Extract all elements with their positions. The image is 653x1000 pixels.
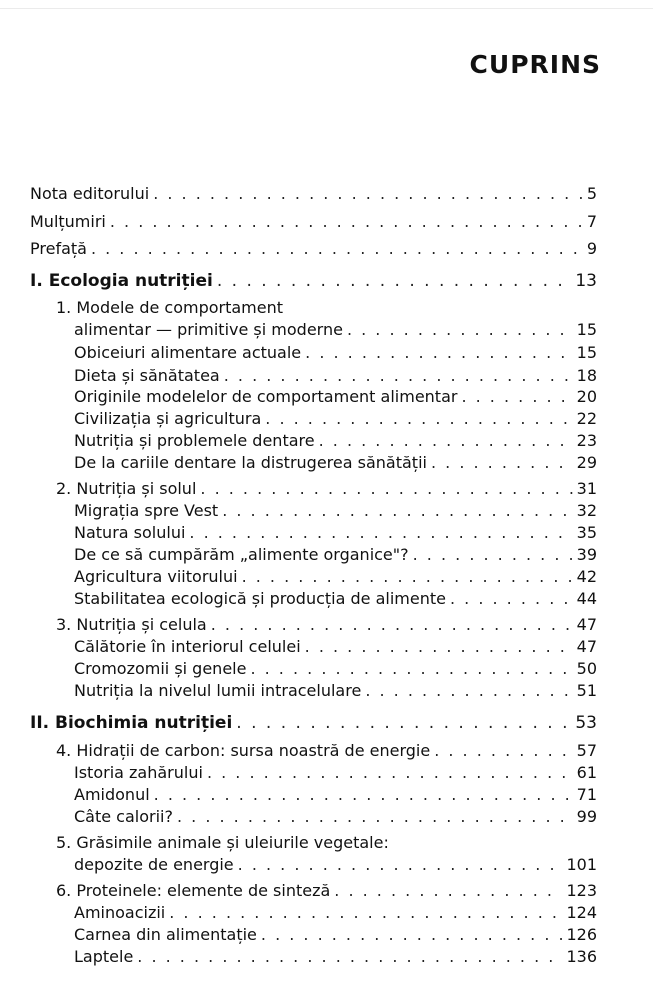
entry-page: 15 xyxy=(576,343,597,362)
dot-leader xyxy=(413,544,573,566)
dot-leader xyxy=(265,408,572,430)
entry-title: Civilizația și agricultura xyxy=(74,409,262,428)
entry-page: 18 xyxy=(576,366,597,385)
entry-page: 99 xyxy=(576,807,597,826)
toc-entry xyxy=(74,430,597,452)
toc-entry xyxy=(74,588,597,610)
toc-entry xyxy=(56,880,597,902)
entry-page: 51 xyxy=(576,681,597,700)
entry-title: Natura solului xyxy=(74,523,186,542)
toc-entry xyxy=(30,238,597,260)
entry-page: 42 xyxy=(576,567,597,586)
toc-entry xyxy=(74,902,597,924)
entry-page: 32 xyxy=(576,501,597,520)
entry-title: Dieta și sănătatea xyxy=(74,366,220,385)
dot-leader xyxy=(242,566,573,588)
entry-title: Stabilitatea ecologică și producția de alimente xyxy=(74,589,446,608)
entry-title: alimentar — primitive și moderne xyxy=(74,320,343,339)
entry-title: Laptele xyxy=(74,947,134,966)
toc-entry xyxy=(74,924,597,946)
entry-title: 2. Nutriția și solul xyxy=(56,479,197,498)
dot-leader xyxy=(177,806,573,828)
entry-page: 101 xyxy=(566,855,597,874)
dot-leader xyxy=(236,712,571,734)
entry-title: Nutriția și problemele dentare xyxy=(74,431,315,450)
toc-part-entry xyxy=(30,712,597,734)
dot-leader xyxy=(261,924,563,946)
dot-leader xyxy=(189,522,572,544)
entry-title: I. Ecologia nutriției xyxy=(30,271,213,291)
entry-title: Prefață xyxy=(30,239,87,258)
dot-leader xyxy=(305,342,573,364)
toc-entry xyxy=(56,614,597,636)
dot-leader xyxy=(224,365,573,387)
entry-title: Câte calorii? xyxy=(74,807,173,826)
toc-entry xyxy=(74,806,597,828)
toc-entry xyxy=(30,183,597,205)
toc-entry xyxy=(74,784,597,806)
toc-entry xyxy=(74,946,597,968)
dot-leader xyxy=(250,658,572,680)
dot-leader xyxy=(211,614,573,636)
entry-title: Carnea din alimentație xyxy=(74,925,257,944)
toc-part-entry xyxy=(30,270,597,292)
toc-entry xyxy=(74,854,597,876)
entry-title: Istoria zahărului xyxy=(74,763,203,782)
entry-title-line1: 5. Grăsimile animale și uleiurile vegetale: xyxy=(56,833,389,852)
entry-page: 53 xyxy=(575,713,597,733)
entry-title: Nota editorului xyxy=(30,184,150,203)
dot-leader xyxy=(153,183,583,205)
entry-title: Originile modelelor de comportament alimentar xyxy=(74,387,458,406)
toc-entry xyxy=(74,365,597,387)
dot-leader xyxy=(450,588,573,610)
entry-page: 126 xyxy=(566,925,597,944)
entry-page: 5 xyxy=(586,184,597,203)
toc-entry xyxy=(74,762,597,784)
entry-title: Nutriția la nivelul lumii intracelulare xyxy=(74,681,362,700)
entry-title: Migrația spre Vest xyxy=(74,501,219,520)
entry-page: 124 xyxy=(566,903,597,922)
entry-title: Agricultura viitorului xyxy=(74,567,238,586)
toc-entry xyxy=(74,319,597,341)
entry-page: 9 xyxy=(586,239,597,258)
entry-title: 4. Hidrații de carbon: sursa noastră de energie xyxy=(56,741,431,760)
dot-leader xyxy=(110,211,583,233)
entry-page: 136 xyxy=(566,947,597,966)
dot-leader xyxy=(334,880,562,902)
dot-leader xyxy=(154,784,573,806)
entry-page: 13 xyxy=(575,271,597,291)
dot-leader xyxy=(91,238,583,260)
dot-leader xyxy=(137,946,562,968)
entry-title: II. Biochimia nutriției xyxy=(30,713,233,733)
entry-page: 47 xyxy=(576,637,597,656)
entry-title: Mulțumiri xyxy=(30,212,106,231)
entry-title: Obiceiuri alimentare actuale xyxy=(74,343,302,362)
toc-entry xyxy=(74,680,597,702)
toc-entry xyxy=(74,522,597,544)
dot-leader xyxy=(365,680,572,702)
toc-entry xyxy=(74,452,597,474)
toc-entry xyxy=(74,544,597,566)
toc-entry xyxy=(74,500,597,522)
entry-page: 39 xyxy=(576,545,597,564)
dot-leader xyxy=(431,452,573,474)
entry-title-line1: 1. Modele de comportament xyxy=(56,298,284,317)
toc-entry xyxy=(56,740,597,762)
toc-entry xyxy=(74,636,597,658)
entry-page: 20 xyxy=(576,387,597,406)
dot-leader xyxy=(305,636,573,658)
entry-page: 44 xyxy=(576,589,597,608)
dot-leader xyxy=(222,500,572,522)
entry-page: 71 xyxy=(576,785,597,804)
entry-page: 29 xyxy=(576,453,597,472)
entry-title: Aminoacizii xyxy=(74,903,166,922)
dot-leader xyxy=(169,902,562,924)
toc-entry xyxy=(56,478,597,500)
dot-leader xyxy=(217,270,572,292)
entry-title: Cromozomii și genele xyxy=(74,659,247,678)
toc-entry xyxy=(74,342,597,364)
entry-page: 47 xyxy=(576,615,597,634)
dot-leader xyxy=(347,319,573,341)
entry-title: De ce să cumpărăm „alimente organice"? xyxy=(74,545,409,564)
toc-entry xyxy=(74,658,597,680)
toc-entry xyxy=(74,386,597,408)
dot-leader xyxy=(200,478,572,500)
dot-leader xyxy=(238,854,563,876)
entry-page: 57 xyxy=(576,741,597,760)
entry-title: 6. Proteinele: elemente de sinteză xyxy=(56,881,331,900)
entry-title: 3. Nutriția și celula xyxy=(56,615,207,634)
dot-leader xyxy=(461,386,572,408)
page-title: CUPRINS xyxy=(469,50,601,79)
entry-page: 7 xyxy=(586,212,597,231)
entry-page: 31 xyxy=(576,479,597,498)
entry-title: Călătorie în interiorul celulei xyxy=(74,637,301,656)
entry-page: 123 xyxy=(566,881,597,900)
entry-page: 23 xyxy=(576,431,597,450)
entry-title: depozite de energie xyxy=(74,855,234,874)
entry-page: 22 xyxy=(576,409,597,428)
dot-leader xyxy=(207,762,573,784)
entry-title: De la cariile dentare la distrugerea sănătății xyxy=(74,453,427,472)
entry-page: 50 xyxy=(576,659,597,678)
toc-entry xyxy=(30,211,597,233)
toc-entry xyxy=(74,408,597,430)
entry-page: 61 xyxy=(576,763,597,782)
dot-leader xyxy=(434,740,572,762)
entry-page: 35 xyxy=(576,523,597,542)
entry-title: Amidonul xyxy=(74,785,150,804)
dot-leader xyxy=(319,430,573,452)
toc-entry xyxy=(74,566,597,588)
entry-page: 15 xyxy=(576,320,597,339)
